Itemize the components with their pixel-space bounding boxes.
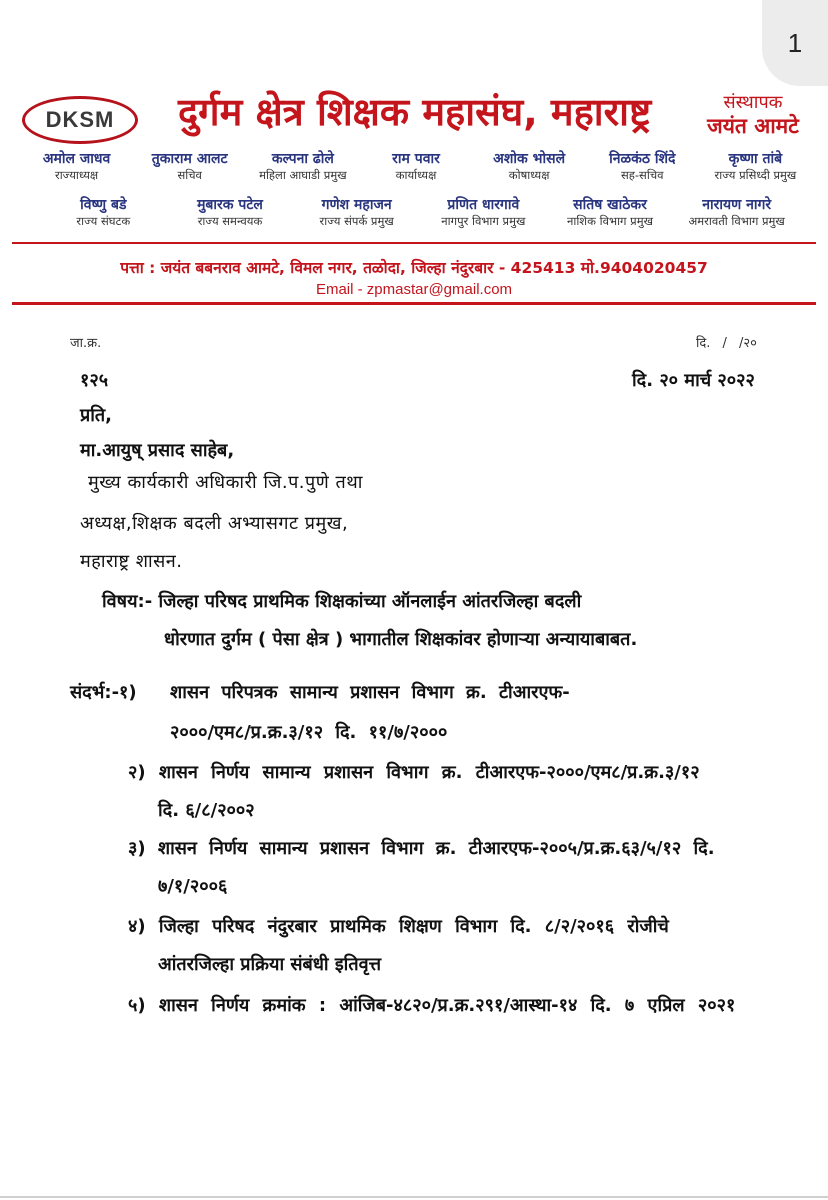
reference-item: ४) जिल्हा परिषद नंदुरबार प्राथमिक शिक्षण विभाग दि. ८/२/२०१६ रोजीचे [128, 916, 669, 937]
subject-line: विषय:- जिल्हा परिषद प्राथमिक शिक्षकांच्या ऑनलाईन आंतरजिल्हा बदली [102, 591, 582, 612]
officer-role: नागपुर विभाग प्रमुख [441, 214, 526, 229]
officer-role: अमरावती विभाग प्रमुख [688, 214, 785, 229]
officer [167, 196, 294, 229]
officer-name: निळकंठ शिंदे [609, 151, 676, 167]
officer-name: मुबारक पटेल [197, 197, 263, 213]
officers-row-1 [20, 150, 812, 183]
officer-role: राज्य संघटक [76, 214, 131, 229]
officer-role: कार्याध्यक्ष [395, 168, 437, 183]
recipient-line: अध्यक्ष,शिक्षक बदली अभ्यासगट प्रमुख, [80, 513, 349, 534]
officer-name: कल्पना ढोले [271, 151, 334, 167]
dksm-logo [22, 96, 138, 144]
reference-item: ५) शासन निर्णय क्रमांक : आंजिब-४८२०/प्र.क्र.२९१/आस्था-१४ दि. ७ एप्रिल २०२१ [128, 995, 736, 1016]
officer-name: अमोल जाधव [42, 151, 111, 167]
officer [673, 196, 800, 229]
officer-name: गणेश महाजन [321, 197, 392, 213]
reference-item: ७/१/२००६ [158, 876, 228, 897]
founder-block [690, 92, 816, 139]
header-bottom-divider [12, 302, 816, 305]
reference-item: शासन परिपत्रक सामान्य प्रशासन विभाग क्र. टीआरएफ- [170, 682, 570, 703]
officer [40, 196, 167, 229]
reference-number-label: जा.क्र. [70, 336, 102, 351]
officer-name: नारायण नागरे [702, 197, 772, 213]
outward-number: १२५ [80, 370, 109, 391]
officer-name: अशोक भोसले [493, 151, 566, 167]
officer [473, 150, 586, 183]
reference-item: दि. ६/८/२००२ [158, 800, 255, 821]
officer [586, 150, 699, 183]
date-blank: दि. / /२० [696, 336, 757, 351]
officer-role: सह-सचिव [621, 168, 664, 183]
officer-role: कोषाध्यक्ष [508, 168, 550, 183]
officer-role: राज्य समन्वयक [197, 214, 263, 229]
email-line: Email - zpmastar@gmail.com [315, 281, 513, 298]
officer-name: तुकाराम आलट [151, 151, 228, 167]
page-bottom-edge [0, 1196, 828, 1198]
to-label: प्रति, [80, 405, 113, 426]
header-divider [12, 242, 816, 244]
officer-name: प्रणित धारगावे [447, 197, 520, 213]
officer [133, 150, 246, 183]
officer-role: महिला आघाडी प्रमुख [259, 168, 347, 183]
officers-row-2 [40, 196, 800, 229]
officer-role: राज्याध्यक्ष [54, 168, 99, 183]
page-number-badge: 1 [762, 0, 828, 86]
address-line: पत्ता : जयंत बबनराव आमटे, विमल नगर, तळोदा, जिल्हा नंदुरबार - 425413 मो.9404020457 [120, 259, 708, 277]
recipient-line: मुख्य कार्यकारी अधिकारी जि.प.पुणे तथा [88, 472, 363, 493]
officer [359, 150, 472, 183]
officer-name: कृष्णा तांबे [728, 151, 783, 167]
officer-role: सचिव [177, 168, 202, 183]
officer [699, 150, 812, 183]
references-label: संदर्भ:-१) [70, 682, 137, 703]
letter-date: दि. २० मार्च २०२२ [632, 370, 755, 391]
officer [20, 150, 133, 183]
recipient-name: मा.आयुष् प्रसाद साहेब, [80, 440, 235, 461]
officer [246, 150, 359, 183]
officer-role: राज्य संपर्क प्रमुख [319, 214, 394, 229]
recipient-line: महाराष्ट्र शासन. [80, 551, 183, 572]
organization-title: दुर्गम क्षेत्र शिक्षक महासंघ, महाराष्ट्र [178, 90, 652, 134]
officer-name: सतिष खाठेकर [573, 197, 647, 213]
officer-role: नाशिक विभाग प्रमुख [566, 214, 654, 229]
reference-item: २०००/एम८/प्र.क्र.३/१२ दि. ११/७/२००० [170, 722, 448, 743]
officer-name: विष्णु बडे [80, 197, 127, 213]
founder-label: संस्थापक [723, 92, 783, 113]
founder-name: जयंत आमटे [707, 113, 799, 138]
logo-text: DKSM [45, 107, 115, 132]
reference-item: २) शासन निर्णय सामान्य प्रशासन विभाग क्र. टीआरएफ-२०००/एम८/प्र.क्र.३/१२ [128, 762, 700, 783]
officer [293, 196, 420, 229]
officer [547, 196, 674, 229]
officer-name: राम पवार [392, 151, 440, 167]
reference-item: ३) शासन निर्णय सामान्य प्रशासन विभाग क्र. टीआरएफ-२००५/प्र.क्र.६३/५/१२ दि. [128, 838, 715, 859]
reference-item: आंतरजिल्हा प्रक्रिया संबंधी इतिवृत्त [158, 954, 382, 975]
officer-role: राज्य प्रसिध्दी प्रमुख [714, 168, 797, 183]
subject-line: धोरणात दुर्गम ( पेसा क्षेत्र ) भागातील शिक्षकांवर होणाऱ्या अन्यायाबाबत. [164, 629, 638, 650]
officer [420, 196, 547, 229]
